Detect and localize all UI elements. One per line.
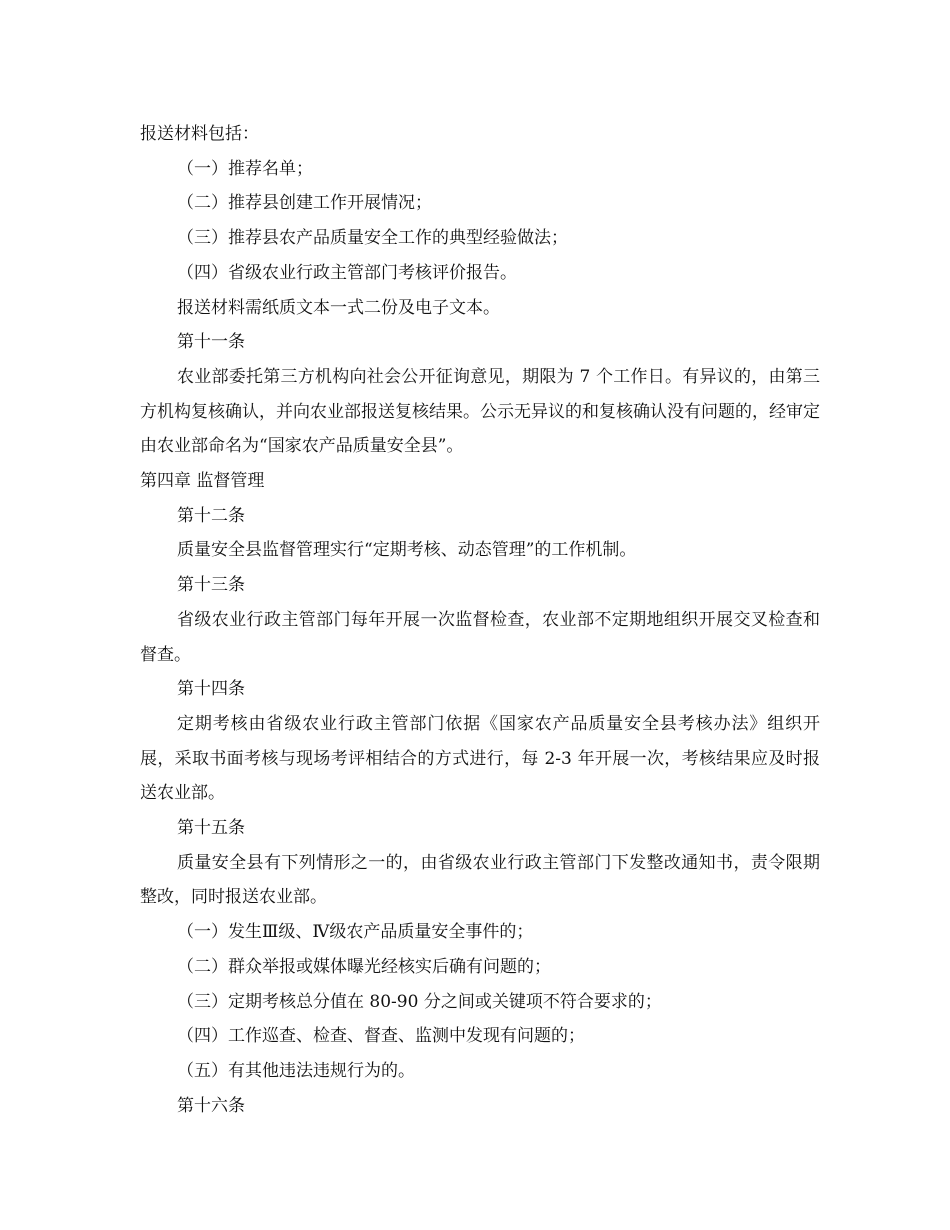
paragraph-materials-intro: 报送材料包括：	[140, 124, 259, 144]
paragraph-case-3: （三）定期考核总分值在 80-90 分之间或关键项不符合要求的；	[177, 991, 662, 1012]
paragraph-case-4: （四）工作巡查、检查、督查、监测中发现有问题的；	[177, 1026, 585, 1047]
paragraph-item-1: （一）推荐名单；	[177, 158, 313, 179]
paragraph-case-1: （一）发生Ⅲ级、Ⅳ级农产品质量安全事件的；	[177, 922, 534, 943]
article-body-12: 质量安全县监督管理实行“定期考核、动态管理”的工作机制。	[177, 540, 637, 561]
article-heading-15: 第十五条	[177, 818, 245, 839]
article-heading-14: 第十四条	[177, 679, 245, 700]
article-heading-13: 第十三条	[177, 575, 245, 596]
paragraph-case-2: （二）群众举报或媒体曝光经核实后确有问题的；	[177, 956, 551, 977]
article-body-13: 省级农业行政主管部门每年开展一次监督检查，农业部不定期地组织开展交叉检查和督查。	[140, 609, 820, 665]
article-body-11: 农业部委托第三方机构向社会公开征询意见，期限为 7 个工作日。有异议的，由第三方机构复核确认，并向农业部报送复核结果。公示无异议的和复核确认没有问题的，经审定由农业部命名为“国家农产品质量安全县”。	[140, 366, 820, 457]
paragraph-item-2: （二）推荐县创建工作开展情况；	[177, 193, 432, 214]
document-body	[140, 117, 820, 1123]
article-heading-16: 第十六条	[177, 1095, 245, 1116]
chapter-heading-4: 第四章 监督管理	[140, 471, 265, 492]
article-heading-11: 第十一条	[177, 332, 245, 353]
article-body-15: 质量安全县有下列情形之一的，由省级农业行政主管部门下发整改通知书，责令限期整改，同时报送农业部。	[140, 852, 820, 908]
paragraph-item-4: （四）省级农业行政主管部门考核评价报告。	[177, 262, 517, 283]
article-body-14: 定期考核由省级农业行政主管部门依据《国家农产品质量安全县考核办法》组织开展，采取书面考核与现场考评相结合的方式进行，每 2-3 年开展一次，考核结果应及时报送农业部。	[140, 713, 820, 804]
paragraph-item-3: （三）推荐县农产品质量安全工作的典型经验做法；	[177, 228, 568, 249]
article-heading-12: 第十二条	[177, 505, 245, 526]
paragraph-materials-format: 报送材料需纸质文本一式二份及电子文本。	[177, 297, 500, 318]
paragraph-case-5: （五）有其他违法违规行为的。	[177, 1060, 415, 1081]
